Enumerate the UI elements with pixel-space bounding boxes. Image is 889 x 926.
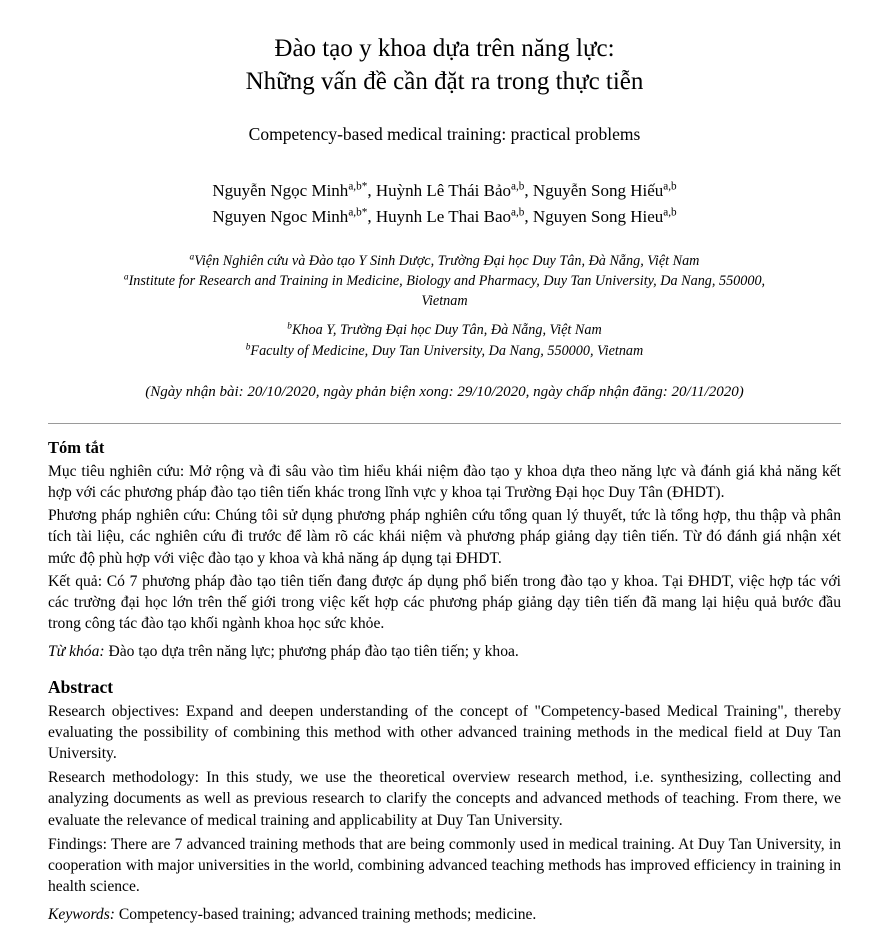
affiliation-b-marker: b <box>287 321 292 332</box>
author-3-vi-sup: a,b <box>663 180 677 193</box>
abstract-keywords-label: Keywords: <box>48 906 115 924</box>
author-1-vi-sup: a,b* <box>348 180 368 193</box>
title-line-1: Đào tạo y khoa dựa trên năng lực: <box>274 35 615 62</box>
author-1-en-sup: a,b* <box>348 205 368 218</box>
header-divider <box>48 423 841 424</box>
author-1-en: Nguyen Ngoc Minh <box>212 206 349 226</box>
affiliation-a-en-marker: a <box>123 272 129 283</box>
author-3-vi: , Nguyễn Song Hiếu <box>524 181 664 200</box>
tomtat-keywords-label: Từ khóa: <box>48 643 105 661</box>
abstract-keywords <box>48 904 841 925</box>
affiliation-b-vietnamese <box>48 320 841 340</box>
affiliation-a-vi-text: Viện Nghiên cứu và Đào tạo Y Sinh Dược, Trường Đại học Duy Tân, Đà Nẵng, Việt Nam <box>194 253 700 269</box>
author-2-en: , Huynh Le Thai Bao <box>367 206 512 226</box>
author-list <box>48 178 841 229</box>
section-abstract <box>48 677 841 926</box>
affiliation-b-english <box>48 341 841 361</box>
affiliations <box>48 251 841 361</box>
affiliation-a-marker: a <box>189 252 195 263</box>
author-3-en-sup: a,b <box>663 205 677 218</box>
paper-title-vietnamese <box>48 32 841 98</box>
author-1-vi: Nguyễn Ngọc Minh <box>212 181 349 200</box>
affiliation-b-vi-text: Khoa Y, Trường Đại học Duy Tân, Đà Nẵng, Việt Nam <box>291 322 602 339</box>
affiliation-a-english-line1 <box>48 271 841 291</box>
affiliation-a-english-line2: Vietnam <box>421 293 468 310</box>
tomtat-paragraph-2: Phương pháp nghiên cứu: Chúng tôi sử dụng phương pháp nghiên cứu tổng quan lý thuyết, tức là tổng hợp, thu thập và phân tích tài liệu, các nghiên cứu đi trước để làm rõ các khái niệm và phương pháp giảng dạy tiên tiến. Từ đó đánh giá nhận xét mức độ phù hợp với việc đào tạo y khoa và khả năng áp dụng tại ĐHDT. <box>48 507 841 567</box>
tomtat-paragraph-1: Mục tiêu nghiên cứu: Mở rộng và đi sâu vào tìm hiểu khái niệm đào tạo y khoa dựa theo năng lực và đánh giá khả năng kết hợp với các phương pháp đào tạo tiên tiến khác trong lĩnh vực y khoa tại Trường Đại học Duy Tân (ĐHDT). <box>48 462 841 501</box>
author-2-vi-sup: a,b <box>511 180 525 193</box>
abstract-paragraph-1: Research objectives: Expand and deepen understanding of the concept of "Competency-based Medical Training", thereby evaluating the possibility of combining this method with other advanced training methods in the medical field at Duy Tan University. <box>48 702 841 763</box>
tomtat-paragraph-3: Kết quả: Có 7 phương pháp đào tạo tiên tiến đang được áp dụng phổ biến trong đào tạo y khoa. Tại ĐHDT, việc hợp tác với các trường đại học lớn trên thế giới trong việc kết hợp các phương pháp giảng dạy tiên tiến đã mang lại hiệu quả bước đầu trong công tác đào tạo khối ngành khoa học sức khỏe. <box>48 572 841 633</box>
author-2-vi: , Huỳnh Lê Thái Bảo <box>367 181 512 200</box>
affiliation-b-en-text: Faculty of Medicine, Duy Tan University, Da Nang, 550000, Vietnam <box>250 342 644 359</box>
author-line-english <box>48 204 841 230</box>
submission-dates: (Ngày nhận bài: 20/10/2020, ngày phản biện xong: 29/10/2020, ngày chấp nhận đăng: 20/11/2020) <box>145 383 744 400</box>
section-tomtat <box>48 438 841 663</box>
author-3-en: , Nguyen Song Hieu <box>524 206 664 226</box>
affiliation-a-en-text-1: Institute for Research and Training in Medicine, Biology and Pharmacy, Duy Tan University, Da Nang, 550000, <box>128 273 766 290</box>
tomtat-heading: Tóm tắt <box>48 437 105 457</box>
paper-title-english: Competency-based medical training: practical problems <box>248 124 641 144</box>
tomtat-keywords <box>48 641 841 662</box>
abstract-heading: Abstract <box>48 676 114 697</box>
title-line-2: Những vấn đề cần đặt ra trong thực tiễn <box>245 68 644 95</box>
tomtat-keywords-text: Đào tạo dựa trên năng lực; phương pháp đào tạo tiên tiến; y khoa. <box>104 643 519 661</box>
author-2-en-sup: a,b <box>511 205 525 218</box>
abstract-keywords-text: Competency-based training; advanced training methods; medicine. <box>115 906 537 924</box>
affiliation-a-vietnamese <box>48 251 841 271</box>
author-line-vietnamese <box>48 178 841 204</box>
affiliation-spacer <box>48 311 841 320</box>
affiliation-b-en-marker: b <box>245 341 251 352</box>
abstract-paragraph-2: Research methodology: In this study, we use the theoretical overview research method, i.e. synthesizing, collecting and analyzing documents as well as previous research to clarify the concepts and advanced methods of teaching. From there, we evaluate the relevance of medical training and applicability at Duy Tan University. <box>48 769 841 829</box>
abstract-paragraph-3: Findings: There are 7 advanced training methods that are being commonly used in medical training. At Duy Tan University, in cooperation with major universities in the world, combining advanced teaching methods has improved efficiency in training in health science. <box>48 835 841 896</box>
